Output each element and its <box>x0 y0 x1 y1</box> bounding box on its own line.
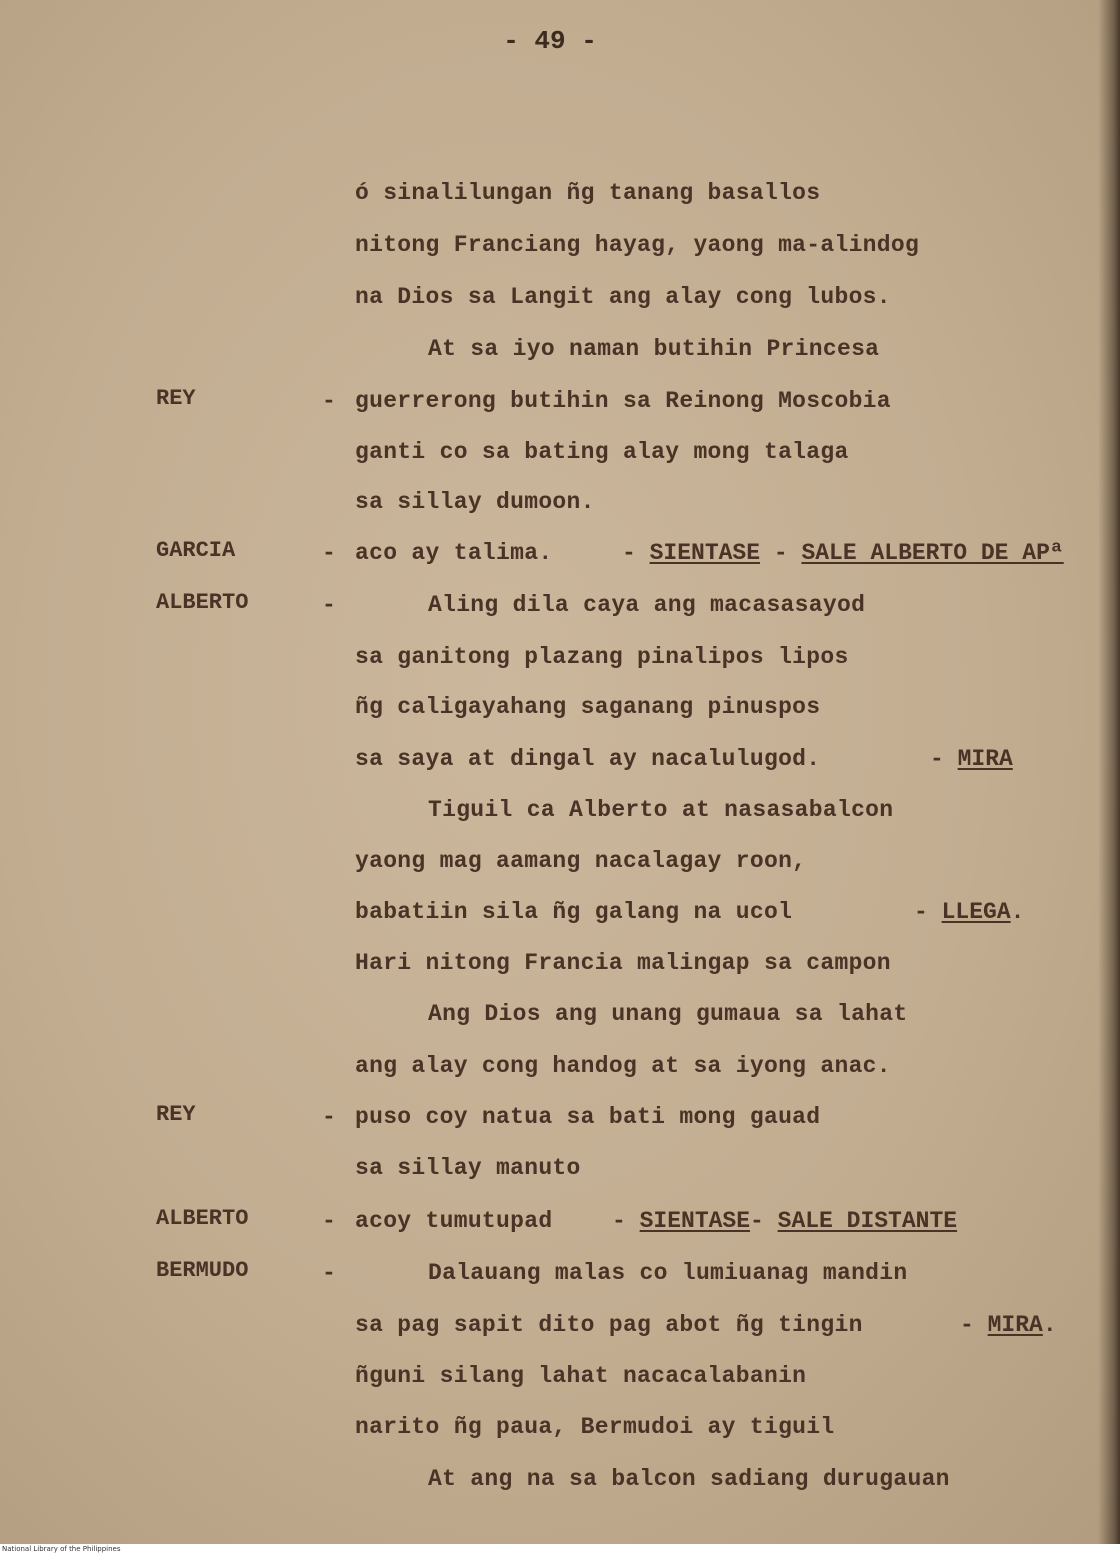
stage-direction <box>612 1208 957 1234</box>
stage-direction-llega: LLEGA <box>941 899 1011 925</box>
stage-dash: - <box>612 1208 640 1234</box>
stage-dash: - <box>914 899 942 925</box>
stage-direction-sientase: SIENTASE <box>639 1208 751 1234</box>
speaker-name: ALBERTO <box>156 590 249 615</box>
speaker-dash: - <box>322 592 336 618</box>
footer-credit: National Library of the Philippines <box>2 1545 121 1553</box>
verse-line: Dalauang malas co lumiuanag mandin <box>428 1260 908 1286</box>
stage-dash: - <box>750 1208 778 1234</box>
verse-line: sa saya at dingal ay nacalulugod. <box>355 746 821 772</box>
verse-line: At ang na sa balcon sadiang durugauan <box>428 1466 950 1492</box>
verse-line: yaong mag aamang nacalagay roon, <box>355 848 807 874</box>
stage-direction-sale-distante: SALE DISTANTE <box>777 1208 958 1234</box>
verse-line: ang alay cong handog at sa iyong anac. <box>355 1053 891 1079</box>
speaker-dash: - <box>322 1104 336 1130</box>
speaker-dash: - <box>322 1208 336 1234</box>
stage-dash: - <box>760 540 802 566</box>
page-number: - 49 - <box>503 26 597 56</box>
verse-line: na Dios sa Langit ang alay cong lubos. <box>355 284 891 310</box>
verse-line: sa sillay dumoon. <box>355 489 595 515</box>
verse-line: sa ganitong plazang pinalipos lipos <box>355 644 849 670</box>
speaker-name: ALBERTO <box>156 1206 249 1231</box>
stage-dash: - <box>930 746 958 772</box>
verse-line: puso coy natua sa bati mong gauad <box>355 1104 821 1130</box>
verse-line: At sa iyo naman butihin Princesa <box>428 336 880 362</box>
stage-direction-sale-alberto: SALE ALBERTO DE APª <box>801 540 1064 566</box>
speaker-dash: - <box>322 1260 336 1286</box>
verse-line: babatiin sila ñg galang na ucol <box>355 899 793 925</box>
speaker-name: GARCIA <box>156 538 236 563</box>
stage-direction <box>914 899 1024 925</box>
verse-line: narito ñg paua, Bermudoi ay tiguil <box>355 1414 835 1440</box>
verse-line: Hari nitong Francia malingap sa campon <box>355 950 891 976</box>
speaker-dash: - <box>322 388 336 414</box>
verse-line: Tiguil ca Alberto at nasasabalcon <box>428 797 894 823</box>
speaker-name: BERMUDO <box>156 1258 249 1283</box>
stage-period: . <box>1010 899 1025 925</box>
stage-direction-mira: MIRA <box>957 746 1013 772</box>
stage-direction <box>622 540 1064 566</box>
verse-line: acoy tumutupad <box>355 1208 553 1234</box>
speaker-name: REY <box>156 386 196 411</box>
verse-line: guerrerong butihin sa Reinong Moscobia <box>355 388 891 414</box>
stage-dash: - <box>960 1312 988 1338</box>
verse-line: Aling dila caya ang macasasayod <box>428 592 866 618</box>
verse-line: nitong Franciang hayag, yaong ma-alindog <box>355 232 920 258</box>
stage-dash: - <box>622 540 650 566</box>
stage-direction-sientase: SIENTASE <box>649 540 761 566</box>
speaker-name: REY <box>156 1102 196 1127</box>
stage-direction <box>930 746 1013 772</box>
verse-line: ó sinalilungan ñg tanang basallos <box>355 180 821 206</box>
stage-direction-mira: MIRA <box>987 1312 1043 1338</box>
speaker-dash: - <box>322 540 336 566</box>
stage-period: . <box>1042 1312 1057 1338</box>
verse-line: Ang Dios ang unang gumaua sa lahat <box>428 1001 908 1027</box>
verse-line: ñg caligayahang saganang pinuspos <box>355 694 821 720</box>
verse-line: sa sillay manuto <box>355 1155 581 1181</box>
verse-line: aco ay talima. <box>355 540 553 566</box>
verse-line: ñguni silang lahat nacacalabanin <box>355 1363 807 1389</box>
verse-line: sa pag sapit dito pag abot ñg tingin <box>355 1312 863 1338</box>
stage-direction <box>960 1312 1057 1338</box>
verse-line: ganti co sa bating alay mong talaga <box>355 439 849 465</box>
